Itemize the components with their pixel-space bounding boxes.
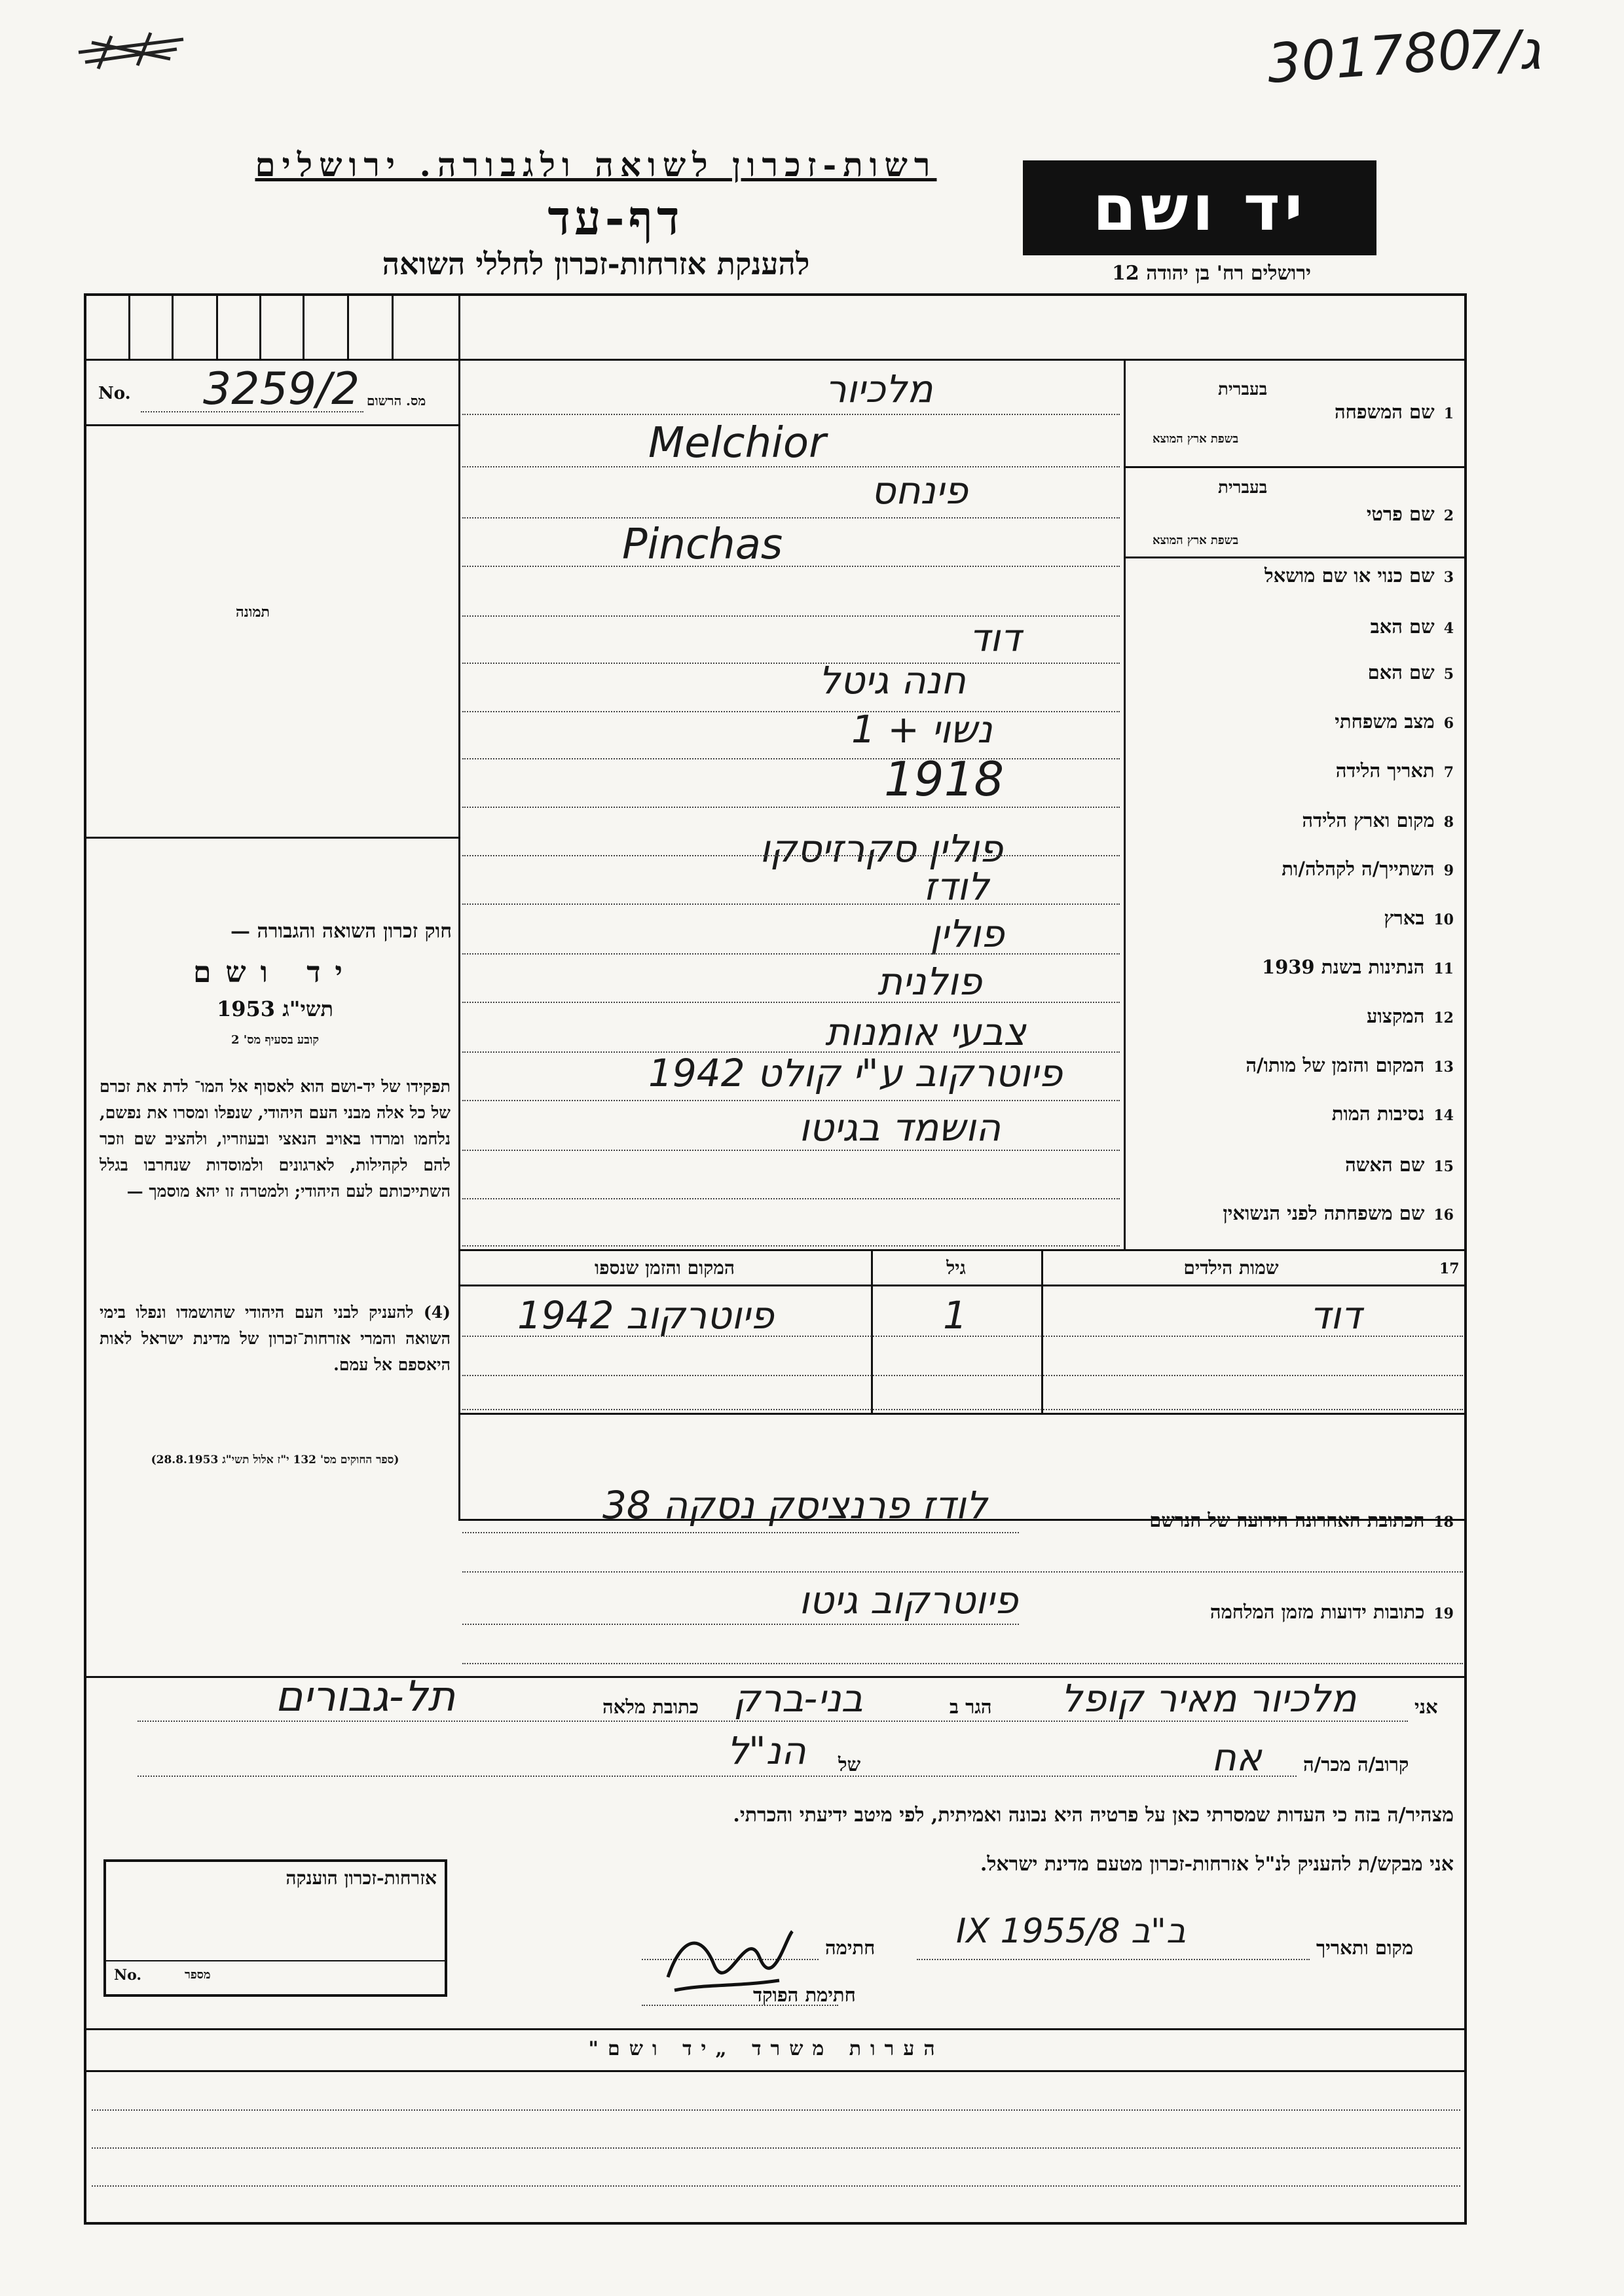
field-13-label: 13המקום והזמן של מותו/ה <box>1246 1054 1454 1076</box>
archive-number: 301780 <box>1265 19 1474 96</box>
child-age: 1 <box>943 1293 967 1338</box>
declarant-signature <box>655 1899 799 1997</box>
field-18-label: 18הכתובת האחרונה הידועה של הנרשם <box>1149 1509 1454 1531</box>
field-1-value-latin: Melchior <box>648 419 826 467</box>
child-name: דוד <box>1310 1293 1362 1338</box>
field-18-value: לודז פרנציסק נסקה 38 <box>602 1483 987 1527</box>
field-9-value: לודז <box>923 864 989 909</box>
official-signature-label: חתימת הפוקד <box>753 1984 856 2006</box>
form-title: דף-עד <box>547 190 684 246</box>
field-12-label: 12המקצוע <box>1366 1005 1454 1027</box>
field-12-value: צבעי אומנות <box>825 1010 1026 1054</box>
grant-box <box>103 1859 447 1997</box>
children-header-place: המקום והזמן שנספו <box>595 1257 735 1279</box>
children-header-names: שמות הילדים <box>1183 1257 1279 1279</box>
signature-label: חתימה <box>825 1937 876 1959</box>
child-death-place: פיוטרקוב 1942 <box>517 1293 774 1338</box>
yad-vashem-address: ירושלים רח' בן יהודה 12 <box>1112 262 1311 285</box>
field-15-label: 15שם האשה <box>1345 1154 1454 1176</box>
field-1-sub-origin: בשפת ארץ המוצא <box>1153 432 1239 446</box>
field-10-value: פולין <box>930 911 1005 956</box>
field-19-value: פיוטרקוב גיטו <box>799 1578 1018 1622</box>
field-6-label: 6מצב משפחתי <box>1335 710 1454 733</box>
field-14-value: הושמד בגיטו <box>799 1105 1001 1150</box>
children-number: 17 <box>1439 1260 1460 1277</box>
request-statement: אני מבקש/ת להעניק לנ"ל אזרחות-זכרון מטעם מדינת ישראל. <box>980 1853 1454 1876</box>
logo-text: יד ושם <box>1092 171 1307 245</box>
field-9-label: 9השתייך/ה לקהלה/ות <box>1282 858 1454 880</box>
photo-label: תמונה <box>236 604 270 621</box>
field-10-label: 10בארץ <box>1384 907 1454 929</box>
declarant-ani: אני <box>1414 1696 1438 1718</box>
field-1-sub-hebrew: בעברית <box>1218 380 1268 399</box>
field-7-label: 7תאריך הלידה <box>1335 759 1454 782</box>
law-year: תשי"ג 1953 <box>217 996 333 1021</box>
field-2-label: 2שם פרטי <box>1366 503 1454 525</box>
field-2-value-latin: Pinchas <box>622 520 783 569</box>
field-1-value: מלכיור <box>825 367 933 411</box>
scribble-icon <box>72 26 190 72</box>
declaration-statement: מצהיר/ה בזה כי העדות שמסרתי כאן על פרטיה היא נכונה ואמיתית, לפי מיטב ידיעתי והכרתי. <box>733 1804 1454 1827</box>
field-19-label: 19כתובות ידועות מזמן המלחמה <box>1209 1601 1454 1623</box>
office-notes-title: הערות משרד „יד ושם" <box>588 2037 944 2060</box>
declarant-name: מלכיור מאיר קופל <box>1061 1676 1357 1721</box>
corner-mark: ג/7 <box>1467 20 1541 82</box>
field-1-label: 1שם המשפחה <box>1334 401 1454 423</box>
grant-box-no: No. <box>114 1967 142 1984</box>
field-2-sub-origin: בשפת ארץ המוצא <box>1153 534 1239 547</box>
field-14-label: 14נסיבות המות <box>1331 1102 1454 1125</box>
field-11-value: פולנית <box>877 959 982 1004</box>
law-clause: קובע בסעיף מס' 2 <box>231 1033 319 1047</box>
field-16-label: 16שם משפחתה לפני הנשואין <box>1223 1202 1454 1224</box>
grant-box-number-label: מספר <box>185 1968 211 1982</box>
place-date-label: מקום ותאריך <box>1316 1937 1414 1959</box>
field-3-label: 3שם כנוי או שם מושאל <box>1264 564 1454 587</box>
law-body: תפקידו של יד-ושם הוא לאסוף אל המו־ לדת את זכרם של כל אלה מבני העם היהודי, שנפלו ומסרו את נפשם, נלחמו ומרדו באויב הנאצי ובעוזריו, ולהציב שם וזכר להם לקהילות, לארגונים ולמוסדות שנחרבו בגלל השתייכותם לעם היהודי; ולמטרה זו יהא מוסמך — <box>100 1077 451 1201</box>
field-2-value: פינחס <box>871 468 968 513</box>
scribble-mark <box>72 26 190 72</box>
field-2-sub-hebrew: בעברית <box>1218 478 1268 498</box>
field-4-value: דוד <box>969 615 1022 660</box>
registration-number: 3259/2 <box>203 363 360 415</box>
field-8-label: 8מקום וארץ הלידה <box>1302 809 1454 831</box>
field-4-label: 4שם האב <box>1370 615 1454 638</box>
of-label: של <box>838 1753 861 1776</box>
field-6-value: נשוי + 1 <box>851 707 993 752</box>
children-header-age: גיל <box>946 1257 966 1279</box>
form-subtitle: להענקת אזרחות-זכרון לחללי השואה <box>382 246 810 282</box>
authority-name: רשות-זכרון לשואה ולגבורה. ירושלים <box>255 145 937 184</box>
field-8-value: פולין סקרזיסקו <box>760 826 1003 871</box>
of-value: הנ"ל <box>727 1728 806 1773</box>
field-13-value: פיוטרקוב ע"י קולט 1942 <box>648 1051 1063 1095</box>
field-11-label: 11הנתינות בשנת 1939 <box>1261 956 1454 978</box>
registration-label: מס. הרשום <box>367 393 426 409</box>
relation-value: אח <box>1211 1735 1262 1779</box>
place-date-value: ב"ב 8/IX 1955 <box>956 1912 1187 1951</box>
grant-box-title: אזרחות-זכרון הוענקה <box>286 1867 437 1889</box>
registration-no-prefix: No. <box>98 384 131 403</box>
law-title: חוק זכרון השואה והגבורה — <box>231 920 452 943</box>
full-address-label: כתובת מלאה <box>602 1696 699 1718</box>
law-body-2: (4) להעניק לבני העם היהודי שהושמדו ונפלו בימי השואה והמרי אזרחות־זכרון של מדינת ישראל לאות היאספם אל עמם. <box>100 1303 451 1374</box>
field-7-value: 1918 <box>884 752 1005 807</box>
signature-icon <box>655 1899 799 1997</box>
relation-label: קרוב/ה מכר/ה <box>1303 1753 1409 1776</box>
law-footnote: (ספר החוקים מס' 132 י"ז אלול תשי"ג 28.8.1953) <box>151 1453 399 1467</box>
lives-in-value: בני-ברק <box>733 1676 864 1721</box>
field-5-value: חנה גיטל <box>819 658 966 702</box>
lives-in-label: הגר ב <box>950 1696 992 1718</box>
logo <box>1023 160 1376 255</box>
full-address-value: תל-גבורים <box>275 1673 456 1721</box>
field-5-label: 5שם האם <box>1367 661 1454 683</box>
law-name: יד ושם <box>193 956 357 989</box>
